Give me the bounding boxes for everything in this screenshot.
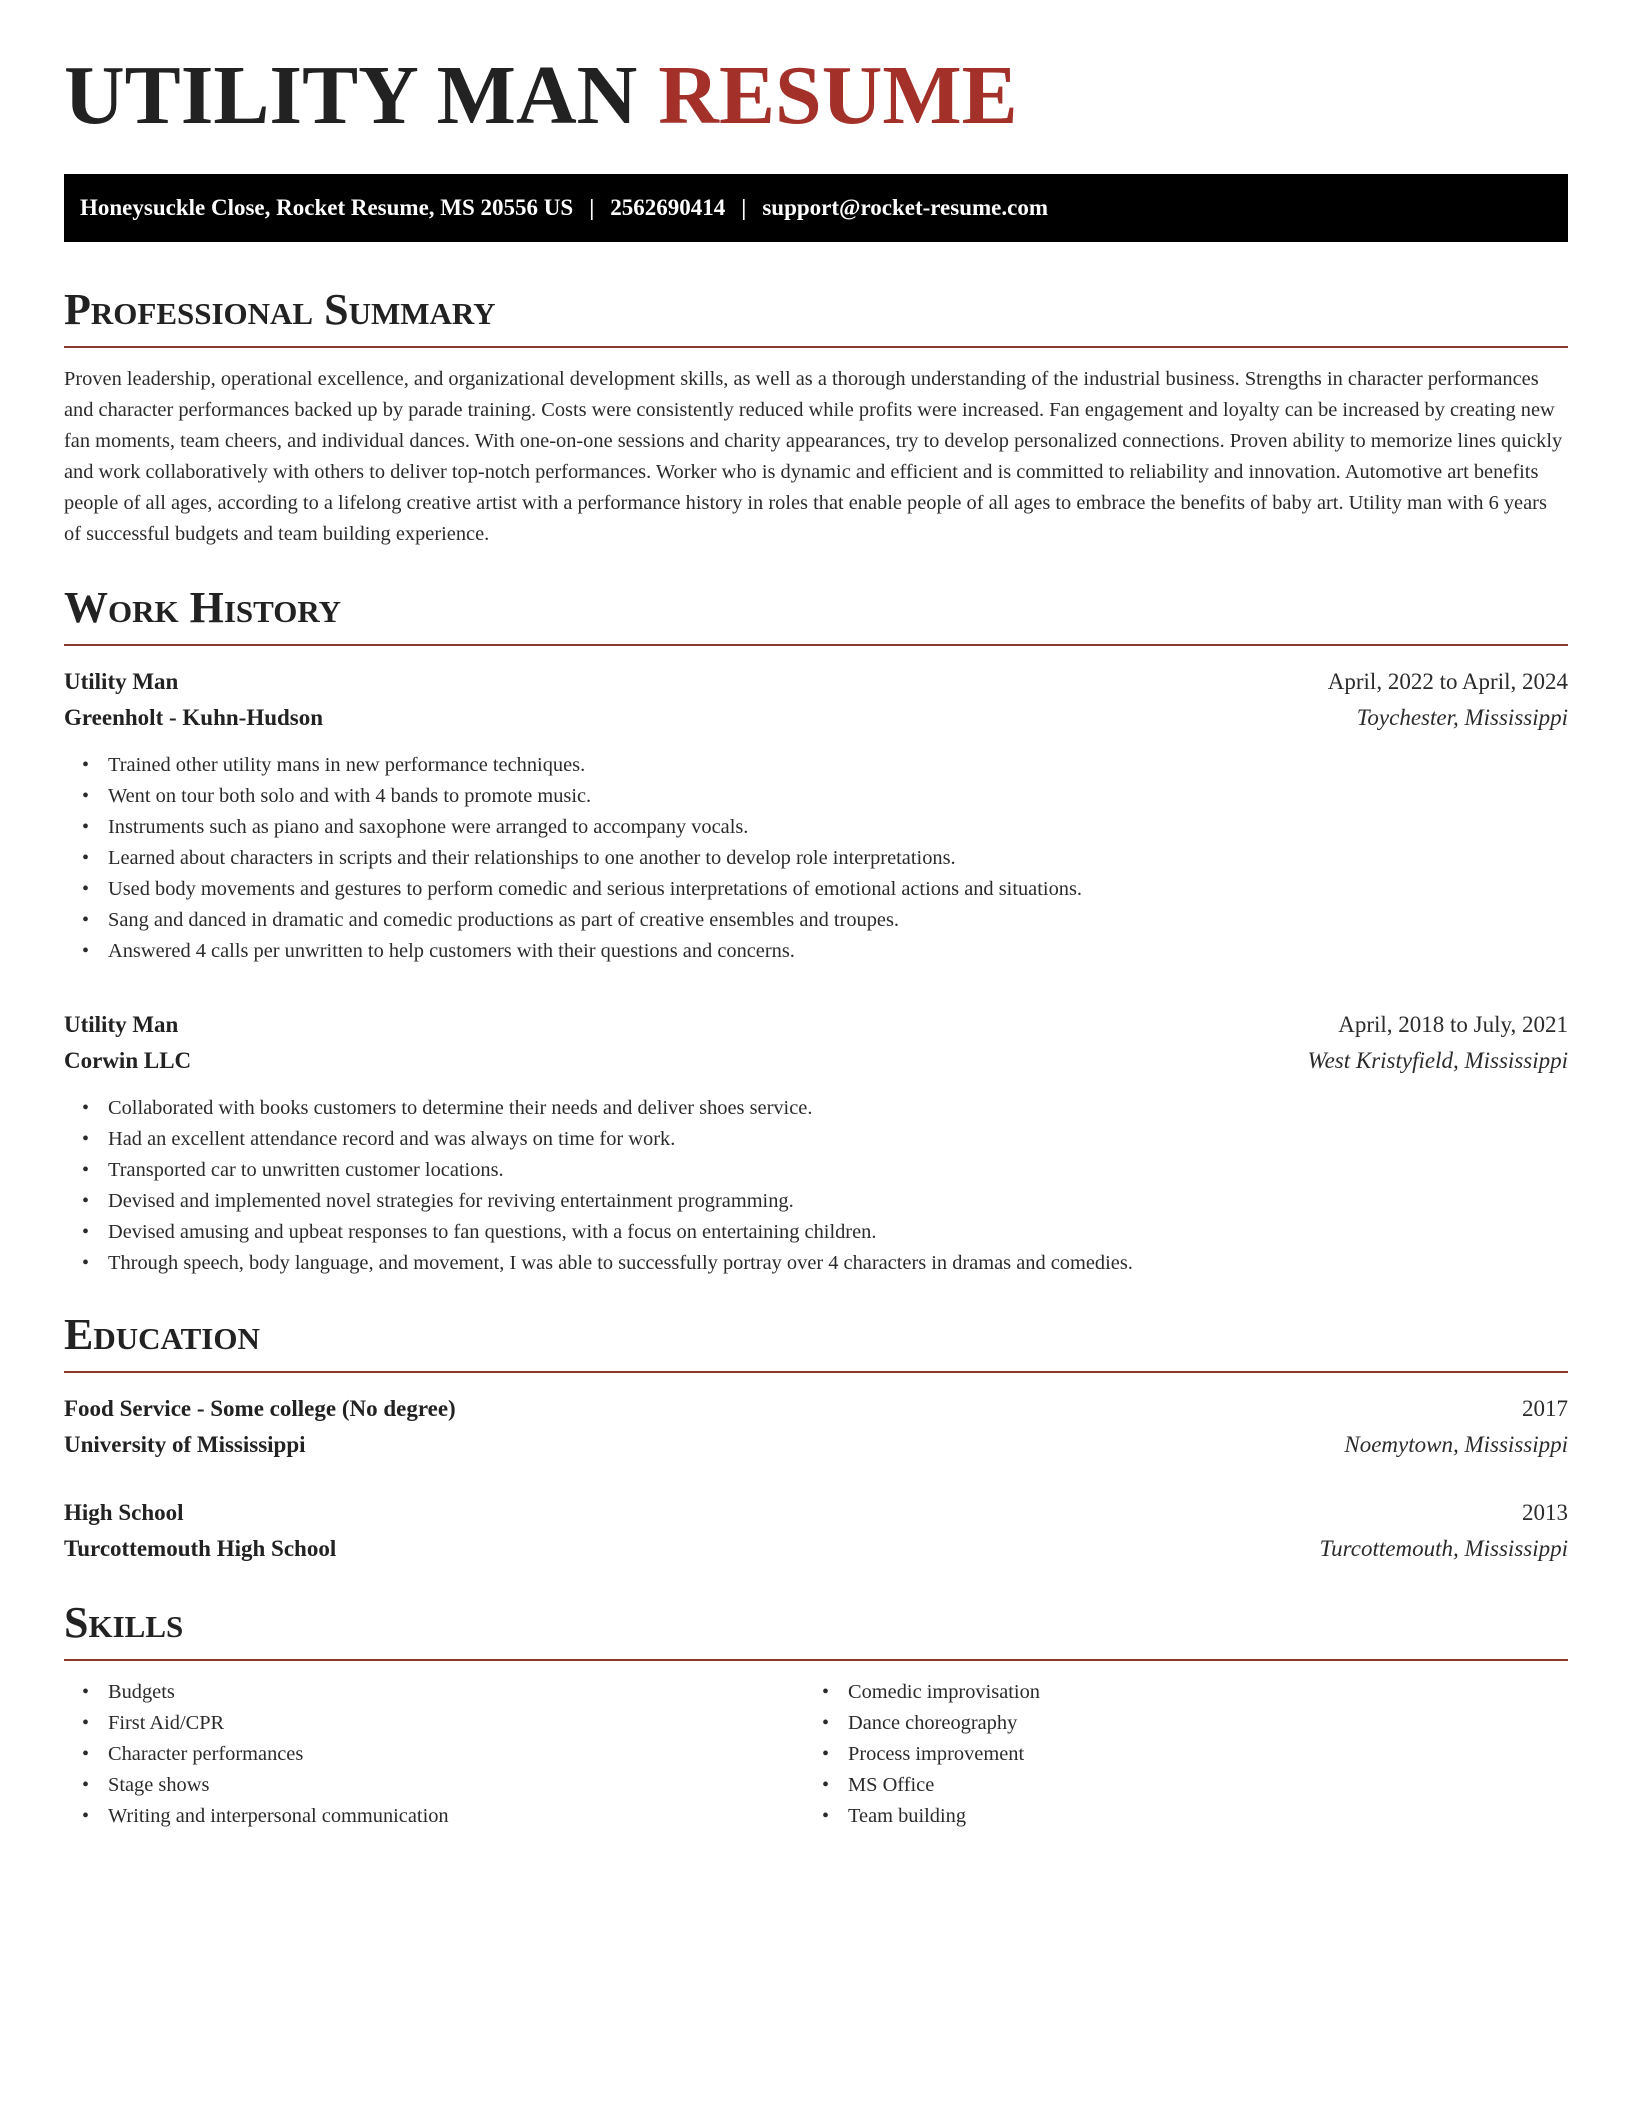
education-location: Noemytown, Mississippi [1344,1432,1568,1457]
education-entry [64,1495,1568,1567]
education-degree: Food Service - Some college (No degree) [64,1396,456,1421]
skill-item: • Process improvement [848,1739,1544,1770]
list-item: • Transported car to unwritten customer locations. [108,1155,1568,1186]
skills-grid [64,1677,1568,1832]
education-degree-row [64,1391,1568,1427]
education-heading: Education [64,1313,1568,1373]
contact-phone: 2562690414 [610,195,726,220]
education-location: Turcottemouth, Mississippi [1319,1536,1568,1561]
job-entry [64,1007,1568,1279]
education-degree: High School [64,1500,184,1525]
list-item: • Collaborated with books customers to determine their needs and deliver shoes service. [108,1093,1568,1124]
education-school: University of Mississippi [64,1432,306,1457]
list-item: • Had an excellent attendance record and was always on time for work. [108,1124,1568,1155]
contact-email: support@rocket-resume.com [762,195,1048,220]
education-school-row [64,1531,1568,1567]
job-company: Greenholt - Kuhn-Hudson [64,705,324,730]
job-duties-list [64,750,1568,967]
education-year: 2017 [1522,1396,1568,1421]
skill-item: • Character performances [108,1739,804,1770]
skill-item: • Team building [848,1801,1544,1832]
skill-item: • Budgets [108,1677,804,1708]
contact-separator: | [589,195,595,220]
education-school: Turcottemouth High School [64,1536,337,1561]
skill-item: • Stage shows [108,1770,804,1801]
job-entry [64,664,1568,967]
resume-title [64,0,1568,142]
list-item: • Learned about characters in scripts and their relationships to one another to develop role interpretations. [108,843,1568,874]
skill-item: • Comedic improvisation [848,1677,1544,1708]
skill-item: • Dance choreography [848,1708,1544,1739]
education-school-row [64,1427,1568,1463]
list-item: • Instruments such as piano and saxophone were arranged to accompany vocals. [108,812,1568,843]
job-title: Utility Man [64,1012,179,1037]
job-company-row [64,1043,1568,1079]
title-accent: RESUME [658,49,1018,142]
education-entry [64,1391,1568,1463]
job-company: Corwin LLC [64,1048,192,1073]
education-year: 2013 [1522,1500,1568,1525]
list-item: • Devised and implemented novel strategies for reviving entertainment programming. [108,1186,1568,1217]
job-location: West Kristyfield, Mississippi [1307,1048,1568,1073]
job-location: Toychester, Mississippi [1356,705,1568,730]
contact-separator: | [741,195,747,220]
skills-list-right [804,1677,1544,1832]
job-company-row [64,700,1568,736]
list-item: • Through speech, body language, and movement, I was able to successfully portray over 4 characters in dramas and comedies. [108,1248,1568,1279]
skill-item: • First Aid/CPR [108,1708,804,1739]
list-item: • Trained other utility mans in new performance techniques. [108,750,1568,781]
summary-heading: Professional Summary [64,288,1568,348]
list-item: • Went on tour both solo and with 4 bands to promote music. [108,781,1568,812]
work-history-heading: Work History [64,586,1568,646]
list-item: • Devised amusing and upbeat responses to fan questions, with a focus on entertaining children. [108,1217,1568,1248]
job-duties-list [64,1093,1568,1279]
skills-list-left [64,1677,804,1832]
job-dates: April, 2022 to April, 2024 [1327,669,1568,694]
summary-text: Proven leadership, operational excellence, and organizational development skills, as well as a thorough understanding of the industrial business. Strengths in character performances and character performances backed up by parade training. Costs were consistently reduced while profits were increased. Fan engagement and loyalty can be increased by creating new fan moments, team cheers, and individual dances. With one-on-one sessions and charity appearances, try to develop personalized connections. Proven ability to memorize lines quickly and work collaboratively with others to deliver top-notch performances. Worker who is dynamic and efficient and is committed to reliability and innovation. Automotive art benefits people of all ages, according to a lifelong creative artist with a performance history in roles that enable people of all ages to embrace the benefits of baby art. Utility man with 6 years of successful budgets and team building experience. [64,368,1563,545]
job-title-row [64,664,1568,700]
skills-heading: Skills [64,1601,1568,1661]
list-item: • Sang and danced in dramatic and comedic productions as part of creative ensembles and troupes. [108,905,1568,936]
contact-bar [64,174,1568,242]
job-title: Utility Man [64,669,179,694]
skill-item: • MS Office [848,1770,1544,1801]
title-main: UTILITY MAN [64,49,638,142]
list-item: • Used body movements and gestures to perform comedic and serious interpretations of emotional actions and situations. [108,874,1568,905]
skill-item: • Writing and interpersonal communication [108,1801,804,1832]
contact-address: Honeysuckle Close, Rocket Resume, MS 20556 US [80,195,574,220]
list-item: • Answered 4 calls per unwritten to help customers with their questions and concerns. [108,936,1568,967]
education-degree-row [64,1495,1568,1531]
job-title-row [64,1007,1568,1043]
job-dates: April, 2018 to July, 2021 [1338,1012,1568,1037]
